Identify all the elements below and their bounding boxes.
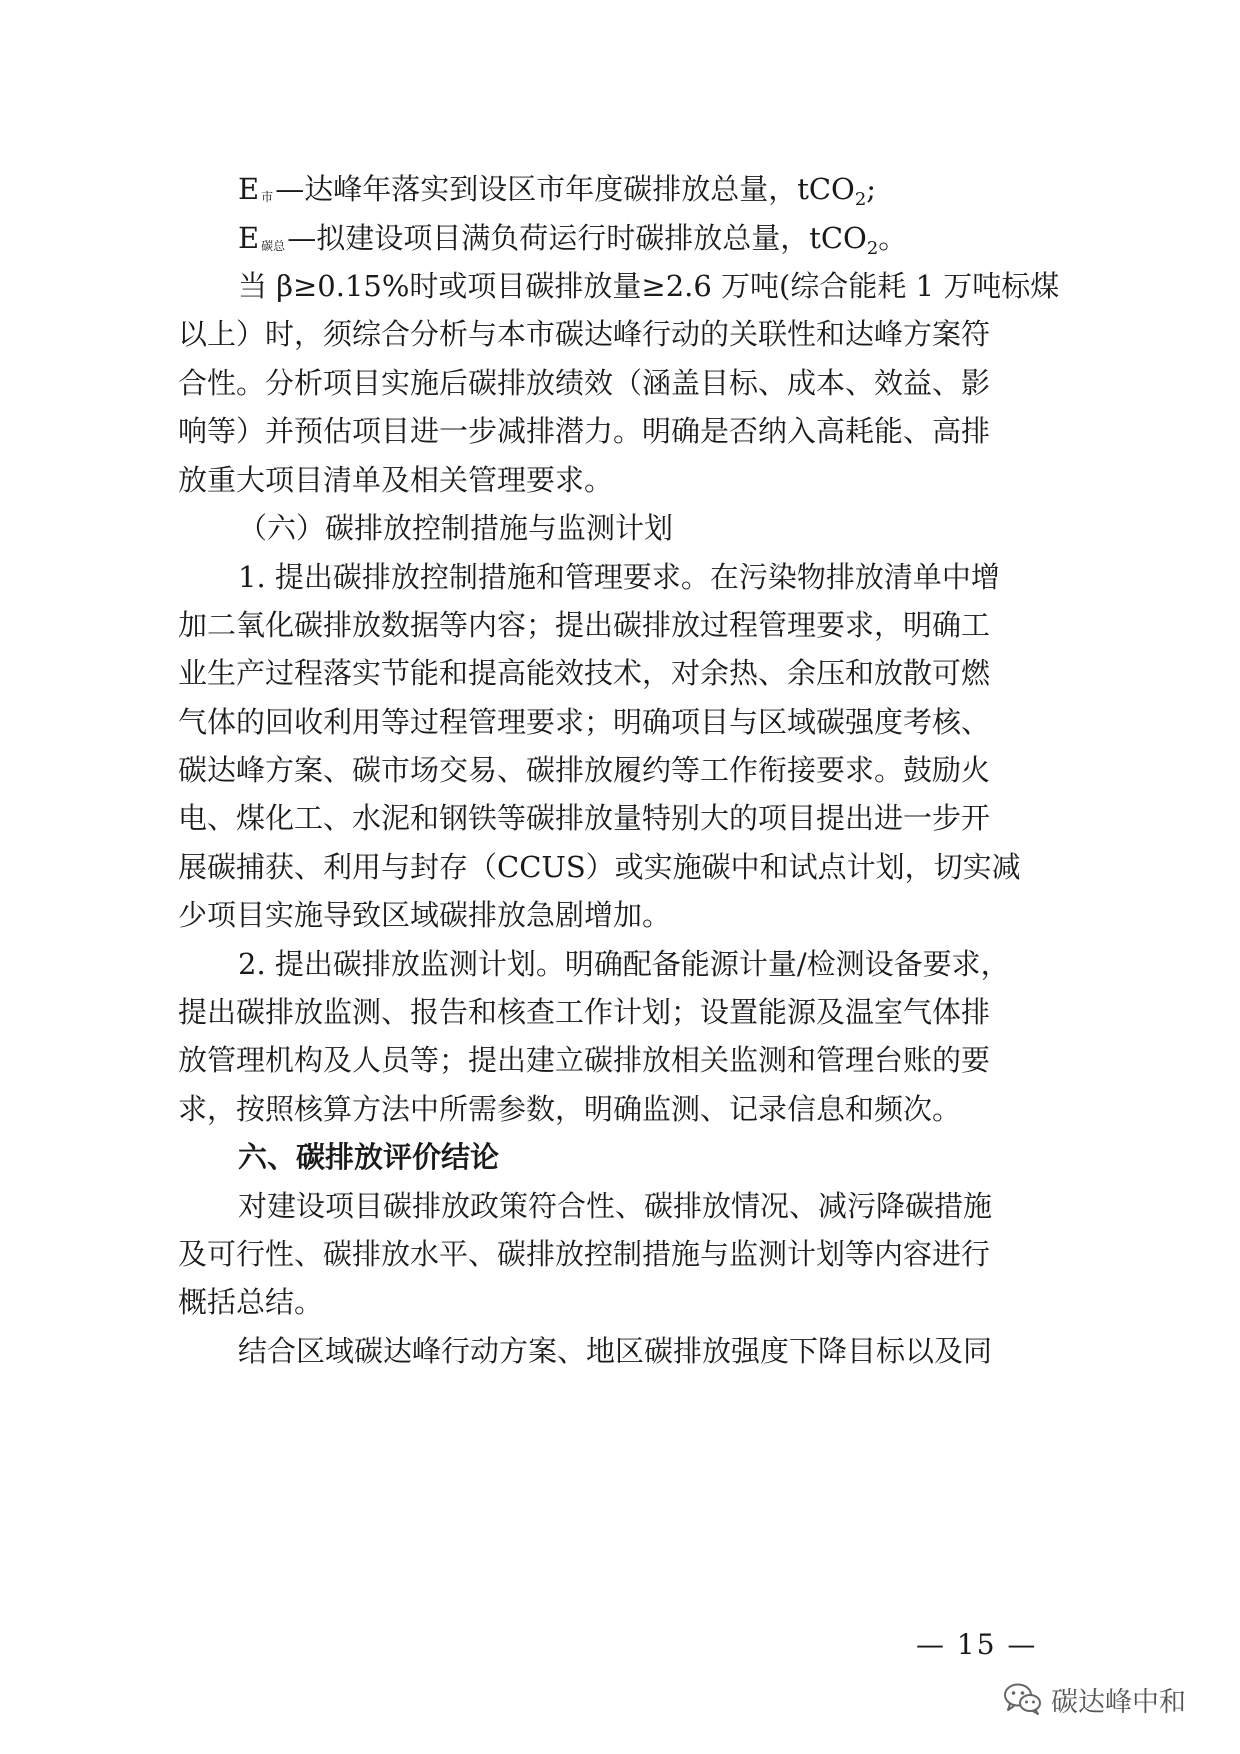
paragraph-line: 业生产过程落实节能和提高能效技术，对余热、余压和放散可燃 bbox=[178, 656, 991, 690]
paragraph-line: 合性。分析项目实施后碳排放绩效（涵盖目标、成本、效益、影 bbox=[178, 366, 991, 400]
paragraph-line: 1. 提出碳排放控制措施和管理要求。在污染物排放清单中增 bbox=[238, 560, 1000, 594]
paragraph-line: 提出碳排放监测、报告和核查工作计划；设置能源及温室气体排 bbox=[178, 995, 991, 1029]
paragraph-line: 少项目实施导致区域碳排放急剧增加。 bbox=[178, 898, 672, 932]
definition-text: —拟建设项目满负荷运行时碳排放总量，tCO bbox=[287, 221, 867, 255]
symbol: E bbox=[238, 221, 260, 255]
symbol: E bbox=[238, 172, 260, 206]
paragraph-line: 加二氧化碳排放数据等内容；提出碳排放过程管理要求，明确工 bbox=[178, 608, 991, 642]
paragraph-line: 及可行性、碳排放水平、碳排放控制措施与监测计划等内容进行 bbox=[178, 1237, 991, 1271]
paragraph-line: 概括总结。 bbox=[178, 1285, 324, 1319]
paragraph-line: 结合区域碳达峰行动方案、地区碳排放强度下降目标以及同 bbox=[238, 1334, 993, 1368]
definition-e-city bbox=[238, 169, 876, 209]
watermark bbox=[1003, 1679, 1186, 1719]
definition-e-total bbox=[238, 218, 907, 258]
paragraph-line: 当 β≥0.15%时或项目碳排放量≥2.6 万吨(综合能耗 1 万吨标煤 bbox=[238, 269, 1060, 303]
paragraph-line: 电、煤化工、水泥和钢铁等碳排放量特别大的项目提出进一步开 bbox=[178, 801, 991, 835]
subscript: 市 bbox=[261, 190, 274, 204]
definition-text: —达峰年落实到设区市年度碳排放总量，tCO bbox=[275, 172, 855, 206]
definition-tail: 。 bbox=[878, 221, 908, 255]
page-number: — 15 — bbox=[916, 1628, 1038, 1661]
paragraph-line: 展碳捕获、利用与封存（CCUS）或实施碳中和试点计划，切实减 bbox=[178, 850, 1021, 884]
paragraph-line: 放重大项目清单及相关管理要求。 bbox=[178, 463, 614, 497]
definition-tail: ; bbox=[866, 172, 877, 206]
paragraph-line: 2. 提出碳排放监测计划。明确配备能源计量/检测设备要求， bbox=[238, 947, 1010, 981]
paragraph-line: 对建设项目碳排放政策符合性、碳排放情况、减污降碳措施 bbox=[238, 1189, 993, 1223]
subsection-heading: （六）碳排放控制措施与监测计划 bbox=[238, 511, 674, 545]
subscript: 碳总 bbox=[261, 239, 286, 253]
paragraph-line: 求，按照核算方法中所需参数，明确监测、记录信息和频次。 bbox=[178, 1092, 962, 1126]
paragraph-line: 响等）并预估项目进一步减排潜力。明确是否纳入高耗能、高排 bbox=[178, 414, 991, 448]
paragraph-line: 碳达峰方案、碳市场交易、碳排放履约等工作衔接要求。鼓励火 bbox=[178, 753, 991, 787]
section-heading: 六、碳排放评价结论 bbox=[238, 1140, 500, 1174]
paragraph-line: 以上）时，须综合分析与本市碳达峰行动的关联性和达峰方案符 bbox=[178, 317, 991, 351]
paragraph-line: 放管理机构及人员等；提出建立碳排放相关监测和管理台账的要 bbox=[178, 1043, 991, 1077]
subscript-number: 2 bbox=[854, 189, 867, 210]
subscript-number: 2 bbox=[866, 238, 879, 259]
watermark-text: 碳达峰中和 bbox=[1051, 1686, 1186, 1718]
wechat-icon bbox=[1003, 1682, 1043, 1716]
paragraph-line: 气体的回收利用等过程管理要求；明确项目与区域碳强度考核、 bbox=[178, 705, 991, 739]
